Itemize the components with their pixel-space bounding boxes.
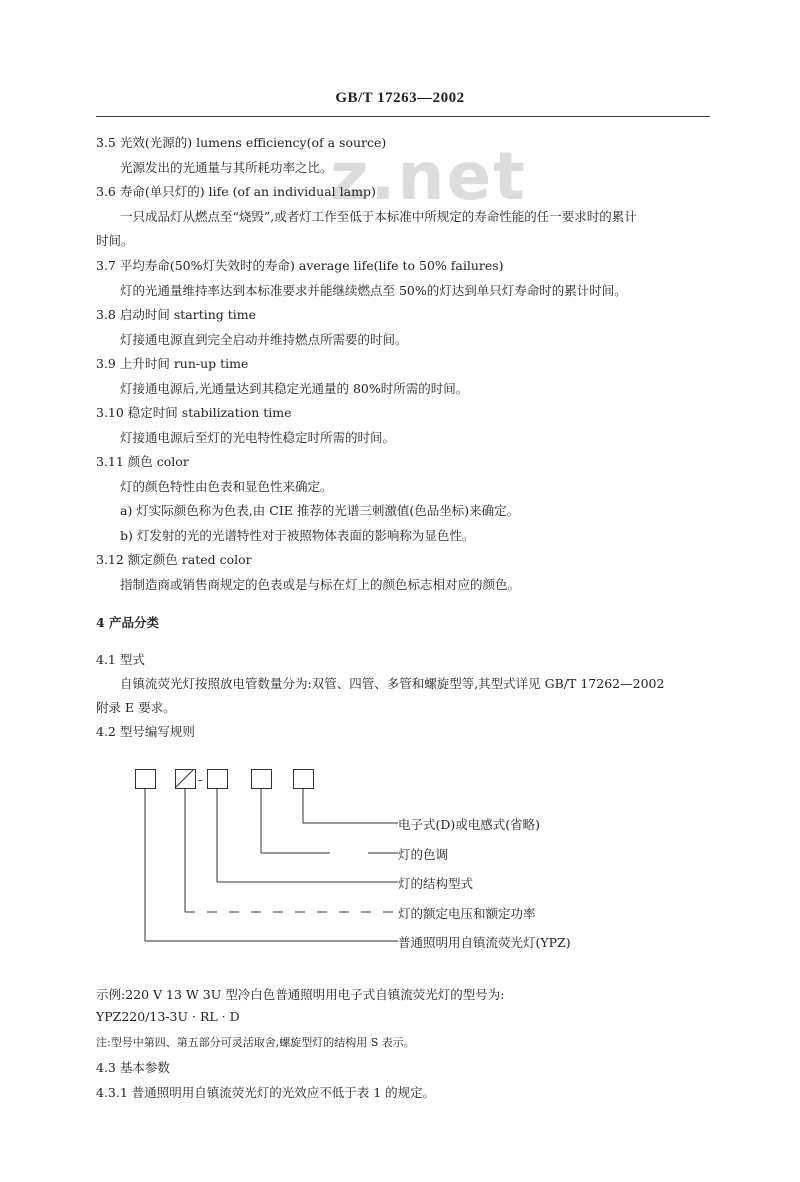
- clause-3-8-title: 3.8 启动时间 starting time: [96, 307, 257, 322]
- clause-3-5-title: 3.5 光效(光源的) lumens efficiency(of a source): [96, 135, 387, 150]
- watermark: z.net: [330, 138, 527, 215]
- clause-3-10-definition: 灯接通电源后至灯的光电特性稳定时所需的时间。: [120, 430, 396, 445]
- clause-3-12-definition: 指制造商或销售商规定的色表或是与标在灯上的颜色标志相对应的颜色。: [120, 577, 521, 592]
- clause-3-9-definition: 灯接通电源后,光通量达到其稳定光通量的 80%时所需的时间。: [120, 381, 469, 396]
- clause-3-5-definition: 光源发出的光通量与其所耗功率之比。: [120, 160, 333, 175]
- clause-3-11-definition: 灯的颜色特性由色表和显色性来确定。: [120, 479, 333, 494]
- clause-3-10-title: 3.10 稳定时间 stabilization time: [96, 405, 292, 420]
- clause-4-1-definition-cont: 附录 E 要求。: [96, 700, 176, 715]
- diagram-box-1: [135, 769, 156, 789]
- example-model-code: YPZ220/13-3U · RL · D: [96, 1009, 240, 1024]
- diagram-box-5: [293, 769, 314, 789]
- diagram-box-3: [207, 769, 228, 789]
- diagram-label-lamp-category: 普通照明用自镇流荧光灯(YPZ): [398, 935, 571, 950]
- clause-4-3-title: 4.3 基本参数: [96, 1060, 170, 1075]
- clause-3-12-title: 3.12 额定颜色 rated color: [96, 552, 252, 567]
- note-line: 注:型号中第四、第五部分可灵活取舍,螺旋型灯的结构用 S 表示。: [96, 1036, 415, 1049]
- clause-3-11-item-b: b) 灯发射的光的光谱特性对于被照物体表面的影响称为显色性。: [120, 528, 475, 543]
- clause-3-6-title: 3.6 寿命(单只灯的) life (of an individual lamp): [96, 184, 376, 199]
- clause-3-9-title: 3.9 上升时间 run-up time: [96, 356, 249, 371]
- clause-4-1-title: 4.1 型式: [96, 652, 145, 667]
- diagram-label-structure-type: 灯的结构型式: [398, 876, 474, 891]
- standard-code-header: GB/T 17263—2002: [335, 90, 465, 106]
- example-line: 示例:220 V 13 W 3U 型冷白色普通照明用电子式自镇流荧光灯的型号为:: [96, 987, 505, 1002]
- clause-4-2-title: 4.2 型号编写规则: [96, 724, 195, 739]
- clause-3-8-definition: 灯接通电源直到完全启动并维持燃点所需要的时间。: [120, 332, 408, 347]
- clause-4-3-1: 4.3.1 普通照明用自镇流荧光灯的光效应不低于表 1 的规定。: [96, 1085, 436, 1100]
- diagram-box-4: [251, 769, 272, 789]
- diagram-label-rated-voltage-power: 灯的额定电压和额定功率: [398, 906, 536, 921]
- clause-4-1-definition: 自镇流荧光灯按照放电管数量分为:双管、四管、多管和螺旋型等,其型式详见 GB/T 17262—2002: [120, 676, 665, 691]
- diagram-label-type-of-ballast: 电子式(D)或电感式(省略): [398, 817, 541, 832]
- diagram-separator: -: [198, 772, 203, 787]
- clause-3-11-title: 3.11 颜色 color: [96, 454, 189, 469]
- section-4-title: 4 产品分类: [96, 615, 160, 630]
- clause-3-7-definition: 灯的光通量维持率达到本标准要求并能继续燃点至 50%的灯达到单只灯寿命时的累计时间。: [120, 283, 627, 298]
- diagram-box-2: [175, 769, 196, 789]
- diagram-label-color-tone: 灯的色调: [398, 847, 449, 862]
- clause-3-7-title: 3.7 平均寿命(50%灯失效时的寿命) average life(life to 50% failures): [96, 258, 504, 273]
- clause-3-6-definition-cont: 时间。: [96, 233, 134, 248]
- clause-3-11-item-a: a) 灯实际颜色称为色表,由 CIE 推荐的光谱三刺激值(色品坐标)来确定。: [120, 503, 520, 518]
- clause-3-6-definition: 一只成品灯从燃点至“烧毁”,或者灯工作至低于本标准中所规定的寿命性能的任一要求时的累计: [120, 209, 637, 224]
